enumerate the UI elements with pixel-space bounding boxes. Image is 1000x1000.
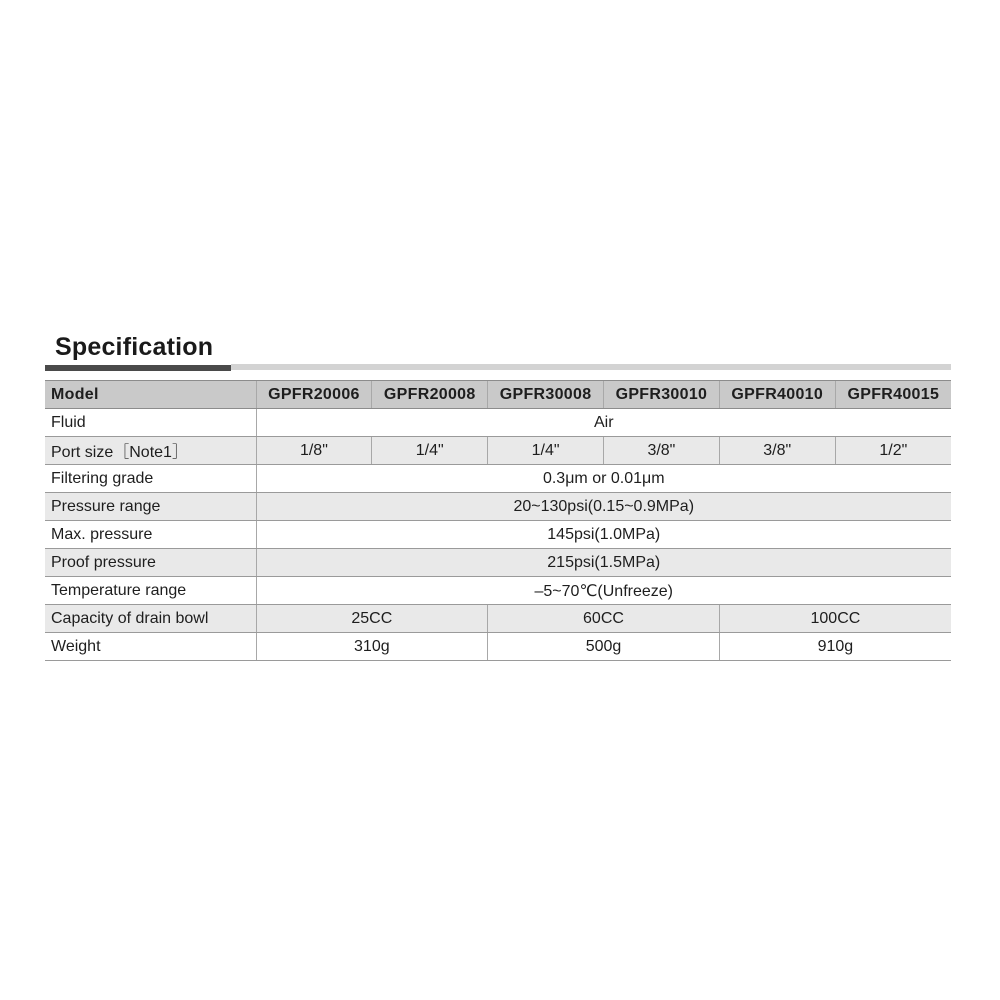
table-row-filtering-grade <box>45 465 951 493</box>
model-header: GPFR20008 <box>372 381 488 409</box>
model-header: GPFR20006 <box>256 381 372 409</box>
temperature-range-value: –5~70℃(Unfreeze) <box>256 577 951 605</box>
drain-bowl-value: 100CC <box>719 605 951 633</box>
table-row-proof-pressure <box>45 549 951 577</box>
table-row-port-size <box>45 437 951 465</box>
row-label: Capacity of drain bowl <box>45 605 256 633</box>
title-underline-accent <box>45 365 231 371</box>
weight-value: 500g <box>488 633 720 661</box>
model-header: GPFR30010 <box>603 381 719 409</box>
port-size-value: 3/8" <box>719 437 835 465</box>
port-size-value: 1/2" <box>835 437 951 465</box>
fluid-value: Air <box>256 409 951 437</box>
header-label: Model <box>45 381 256 409</box>
table-row-pressure-range <box>45 493 951 521</box>
weight-value: 910g <box>719 633 951 661</box>
row-label: Temperature range <box>45 577 256 605</box>
table-row-drain-bowl <box>45 605 951 633</box>
model-header: GPFR40015 <box>835 381 951 409</box>
table-header-row <box>45 381 951 409</box>
port-size-value: 3/8" <box>603 437 719 465</box>
row-label: Fluid <box>45 409 256 437</box>
pressure-range-value: 20~130psi(0.15~0.9MPa) <box>256 493 951 521</box>
table-row-max-pressure <box>45 521 951 549</box>
row-label: Port size［Note1］ <box>45 437 256 465</box>
specification-table <box>45 380 951 661</box>
table-row-fluid <box>45 409 951 437</box>
row-label: Proof pressure <box>45 549 256 577</box>
row-label: Filtering grade <box>45 465 256 493</box>
drain-bowl-value: 60CC <box>488 605 720 633</box>
table-row-temperature-range <box>45 577 951 605</box>
port-size-value: 1/8" <box>256 437 372 465</box>
row-label: Max. pressure <box>45 521 256 549</box>
model-header: GPFR30008 <box>488 381 604 409</box>
title-underline-rule <box>231 364 951 370</box>
row-label: Weight <box>45 633 256 661</box>
model-header: GPFR40010 <box>719 381 835 409</box>
drain-bowl-value: 25CC <box>256 605 488 633</box>
row-label: Pressure range <box>45 493 256 521</box>
page-title: Specification <box>55 333 214 361</box>
proof-pressure-value: 215psi(1.5MPa) <box>256 549 951 577</box>
port-size-value: 1/4" <box>488 437 604 465</box>
table-row-weight <box>45 633 951 661</box>
port-size-value: 1/4" <box>372 437 488 465</box>
filtering-grade-value: 0.3μm or 0.01μm <box>256 465 951 493</box>
max-pressure-value: 145psi(1.0MPa) <box>256 521 951 549</box>
weight-value: 310g <box>256 633 488 661</box>
